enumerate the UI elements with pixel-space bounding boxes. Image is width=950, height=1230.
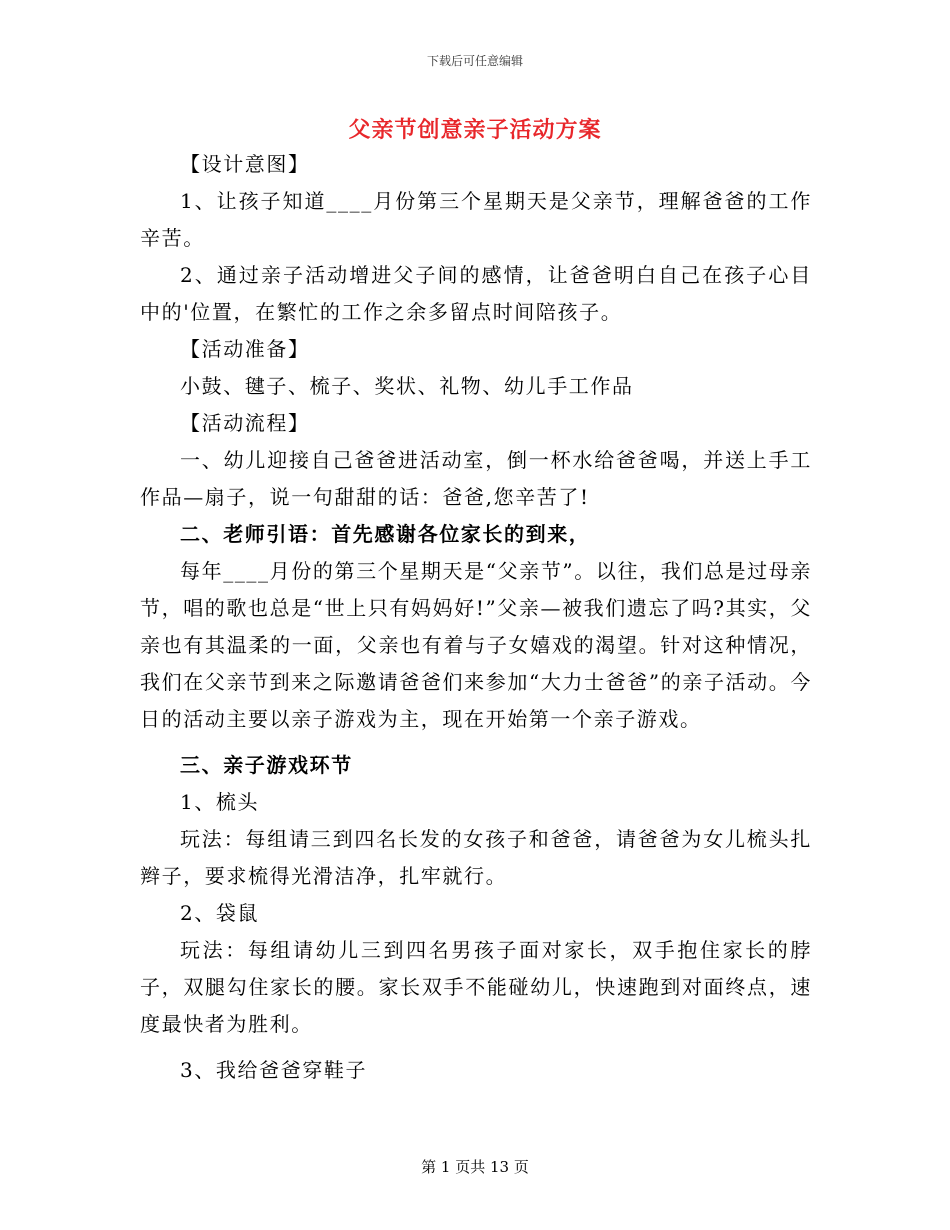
- section-heading-preparation: 【活动准备】: [180, 337, 310, 361]
- game-title-put-on-shoes: 3、我给爸爸穿鞋子: [180, 1058, 368, 1082]
- page-number: 第 1 页共 13 页: [421, 1158, 529, 1176]
- game-rules-comb-hair: 玩法：每组请三到四名长发的女孩子和爸爸，请爸爸为女儿梳头扎辫子，要求梳得光滑洁净，扎牢就行。: [140, 827, 812, 888]
- paragraph-goal-1: 1、让孩子知道____月份第三个星期天是父亲节，理解爸爸的工作辛苦。: [140, 189, 812, 250]
- paragraph-step-2-heading: 二、老师引语：首先感谢各位家长的到来，: [180, 522, 591, 546]
- document-body: [140, 146, 812, 1089]
- game-title-kangaroo: 2、袋鼠: [180, 901, 260, 925]
- game-title-comb-hair: 1、梳头: [180, 790, 260, 814]
- section-heading-process: 【活动流程】: [180, 411, 310, 435]
- document-title: 父亲节创意亲子活动方案: [348, 117, 602, 143]
- paragraph-step-3-heading: 三、亲子游戏环节: [180, 753, 353, 777]
- section-heading-design-intent: 【设计意图】: [180, 152, 310, 176]
- paragraph-materials: 小鼓、毽子、梳子、奖状、礼物、幼儿手工作品: [180, 374, 634, 398]
- paragraph-teacher-speech: 每年____月份的第三个星期天是“父亲节”。以往，我们总是过母亲节，唱的歌也总是“世上只有妈妈好!”父亲—被我们遗忘了吗?其实，父亲也有其温柔的一面，父亲也有着与子女嬉戏的渴望。针对这种情况，我们在父亲节到来之际邀请爸爸们来参加“大力士爸爸”的亲子活动。今日的活动主要以亲子游戏为主，现在开始第一个亲子游戏。: [140, 559, 813, 731]
- game-rules-kangaroo: 玩法：每组请幼儿三到四名男孩子面对家长，双手抱住家长的脖子，双腿勾住家长的腰。家长双手不能碰幼儿，快速跑到对面终点，速度最快者为胜利。: [140, 938, 812, 1036]
- paragraph-step-1: 一、幼儿迎接自己爸爸进活动室，倒一杯水给爸爸喝，并送上手工作品—扇子，说一句甜甜的话：爸爸,您辛苦了!: [140, 448, 812, 509]
- paragraph-goal-2: 2、通过亲子活动增进父子间的感情，让爸爸明白自己在孩子心目中的'位置，在繁忙的工作之余多留点时间陪孩子。: [140, 263, 812, 324]
- header-note: 下载后可任意编辑: [426, 54, 523, 68]
